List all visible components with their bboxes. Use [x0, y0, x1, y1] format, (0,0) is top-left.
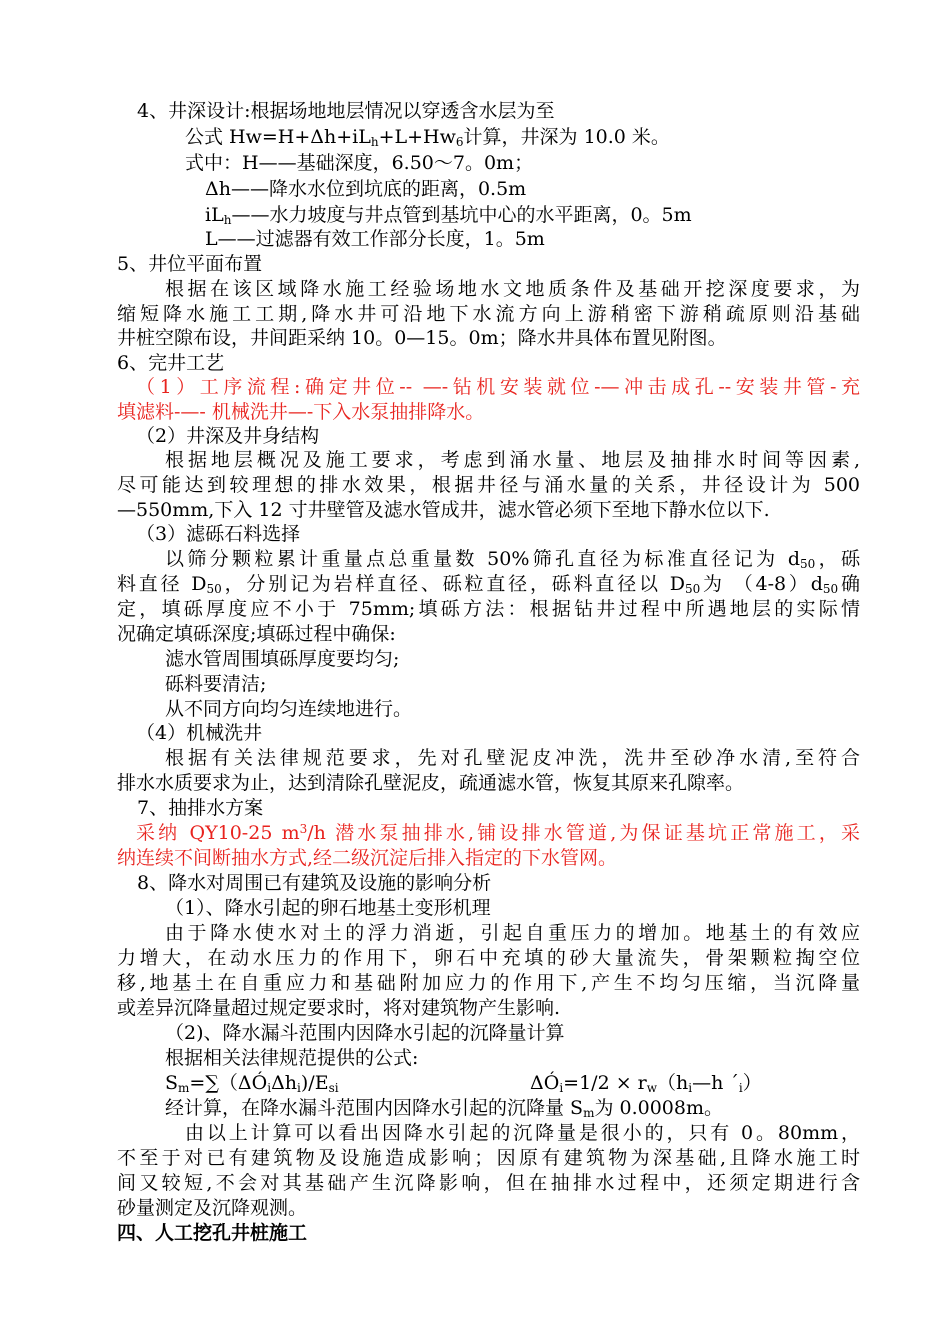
conclusion-line: 间又较短,不会对其基础产生沉降影响，但在抽排水过程中，还须定期进行含	[117, 1172, 860, 1194]
list-item: 砾料要清洁;	[165, 673, 267, 695]
section-6-title: 6、完井工艺	[117, 352, 225, 374]
section-5-paragraph-line: 根据在该区域降水施工经验场地水文地质条件及基础开挖深度要求，为	[165, 278, 860, 300]
subsection-8-1-line: 由于降水使水对土的浮力消逝，引起自重压力的增加。地基土的有效应	[165, 922, 860, 944]
section-4-title: 4、井深设计:根据场地地层情况以穿透含水层为至	[137, 100, 555, 122]
conclusion-line: 砂量测定及沉降观测。	[117, 1197, 308, 1219]
subsection-8-1-line: 或差异沉降量超过规定要求时，将对建筑物产生影响.	[117, 997, 561, 1019]
subsection-3-line: 以筛分颗粒累计重量点总重量数 50%筛孔直径为标准直径记为 $d_{50}$，砾	[165, 548, 860, 571]
settlement-result: 经计算，在降水漏斗范围内因降水引起的沉降量 $S_m$为 0.0008m。	[165, 1097, 723, 1120]
subsection-3-line: 定，填砾厚度应不小于 75mm;填砾方法：根据钻井过程中所遇地层的实际情	[117, 598, 860, 620]
section-heading: 四、人工挖孔井桩施工	[117, 1222, 308, 1244]
settlement-formula: $S_m=\sum(\Delta Ó_i\Delta h_i)/E_{si}$	[165, 1072, 339, 1095]
subsection-8-1-line: 力增大，在动水压力的作用下，卵石中充填的砂大量流失，骨架颗粒掏空位	[117, 947, 860, 969]
list-item: 从不同方向均匀连续地进行。	[165, 698, 413, 720]
subsection-8-2-title: （2)、降水漏斗范围内因降水引起的沉降量计算	[165, 1022, 565, 1044]
subsection-8-1-title: （1）、降水引起的卵石地基土变形机理	[165, 897, 491, 919]
conclusion-line: 不至于对已有建筑物及设施造成影响；因原有建筑物为深基础,且降水施工时	[117, 1147, 860, 1169]
section-5-paragraph-line: 井桩空隙布设，井间距采纳 10。0—15。0m；降水井具体布置见附图。	[117, 327, 727, 349]
subsection-2-line: —550mm,下入 12 寸井壁管及滤水管成井，滤水管必须下至地下静水位以下.	[117, 499, 770, 521]
subsection-2-line: 尽可能达到较理想的排水效果，根据井径与涌水量的关系，井径设计为 500	[117, 474, 860, 496]
section-4-dh-line: Δh——降水水位到坑底的距离，0.5m	[205, 178, 527, 200]
subsection-2-line: 根据地层概况及施工要求，考虑到涌水量、地层及抽排水时间等因素,	[165, 449, 860, 471]
section-8-title: 8、降水对周围已有建筑及设施的影响分析	[137, 872, 492, 894]
formula-intro: 根据相关法律规范提供的公式:	[165, 1047, 419, 1069]
subsection-3-line: 料直径 $D_{50}$，分别记为岩样直径、砾粒直径，砾料直径以 $D_{50}$为 $(4-8)d_{50}$确	[117, 573, 860, 596]
subsection-3-line: 况确定填砾深度;填砾过程中确保:	[117, 623, 396, 645]
section-4-formula: 公式 $Hw=H+\Delta h+iL_h+L+Hw_6$计算，井深为 10.0 米。	[185, 126, 670, 149]
process-flow-line: （1）工序流程:确定井位-- —-钻机安装就位-—冲击成孔--安装井管-充	[136, 376, 860, 398]
subsection-2-title: （2）井深及井身结构	[136, 425, 320, 447]
subsection-3-title: （3）滤砾石料选择	[136, 523, 301, 545]
list-item: 滤水管周围填砾厚度要均匀;	[165, 648, 400, 670]
subsection-4-title: （4）机械洗井	[136, 722, 263, 744]
process-flow-line: 填滤料-—- 机械洗井—-下入水泵抽排降水。	[117, 401, 485, 423]
subsection-4-line: 根据有关法律规范要求，先对孔壁泥皮冲洗，洗井至砂净水清,至符合	[165, 747, 860, 769]
stress-formula: $\Delta Ó_i=1/2$ × $r_w(h_i—h$ $´_i$）	[530, 1072, 762, 1095]
section-5-paragraph-line: 缩短降水施工工期,降水井可沿地下水流方向上游稍密下游稍疏原则沿基础	[117, 303, 860, 325]
section-5-title: 5、井位平面布置	[117, 253, 263, 275]
conclusion-line: 由以上计算可以看出因降水引起的沉降量是很小的，只有 0。80mm，	[185, 1122, 860, 1144]
drainage-plan-line: 纳连续不间断抽水方式,经二级沉淀后排入指定的下水管网。	[117, 847, 618, 869]
section-7-title: 7、抽排水方案	[137, 797, 264, 819]
section-4-l-line: L——过滤器有效工作部分长度，1。5m	[205, 228, 545, 250]
section-4-where-line: 式中：H——基础深度，6.50～7。0m；	[185, 152, 534, 174]
drainage-plan-line: 采纳 QY10-25 $m^3/h$ 潜水泵抽排水,铺设排水管道,为保证基坑正常施工，采	[136, 822, 860, 844]
subsection-8-1-line: 移,地基土在自重应力和基础附加应力的作用下,产生不均匀压缩，当沉降量	[117, 972, 860, 994]
section-4-il-line: $iL_h——$水力坡度与井点管到基坑中心的水平距离，0。5m	[205, 204, 692, 227]
subsection-4-line: 排水水质要求为止，达到清除孔壁泥皮，疏通滤水管，恢复其原来孔隙率。	[117, 772, 745, 794]
